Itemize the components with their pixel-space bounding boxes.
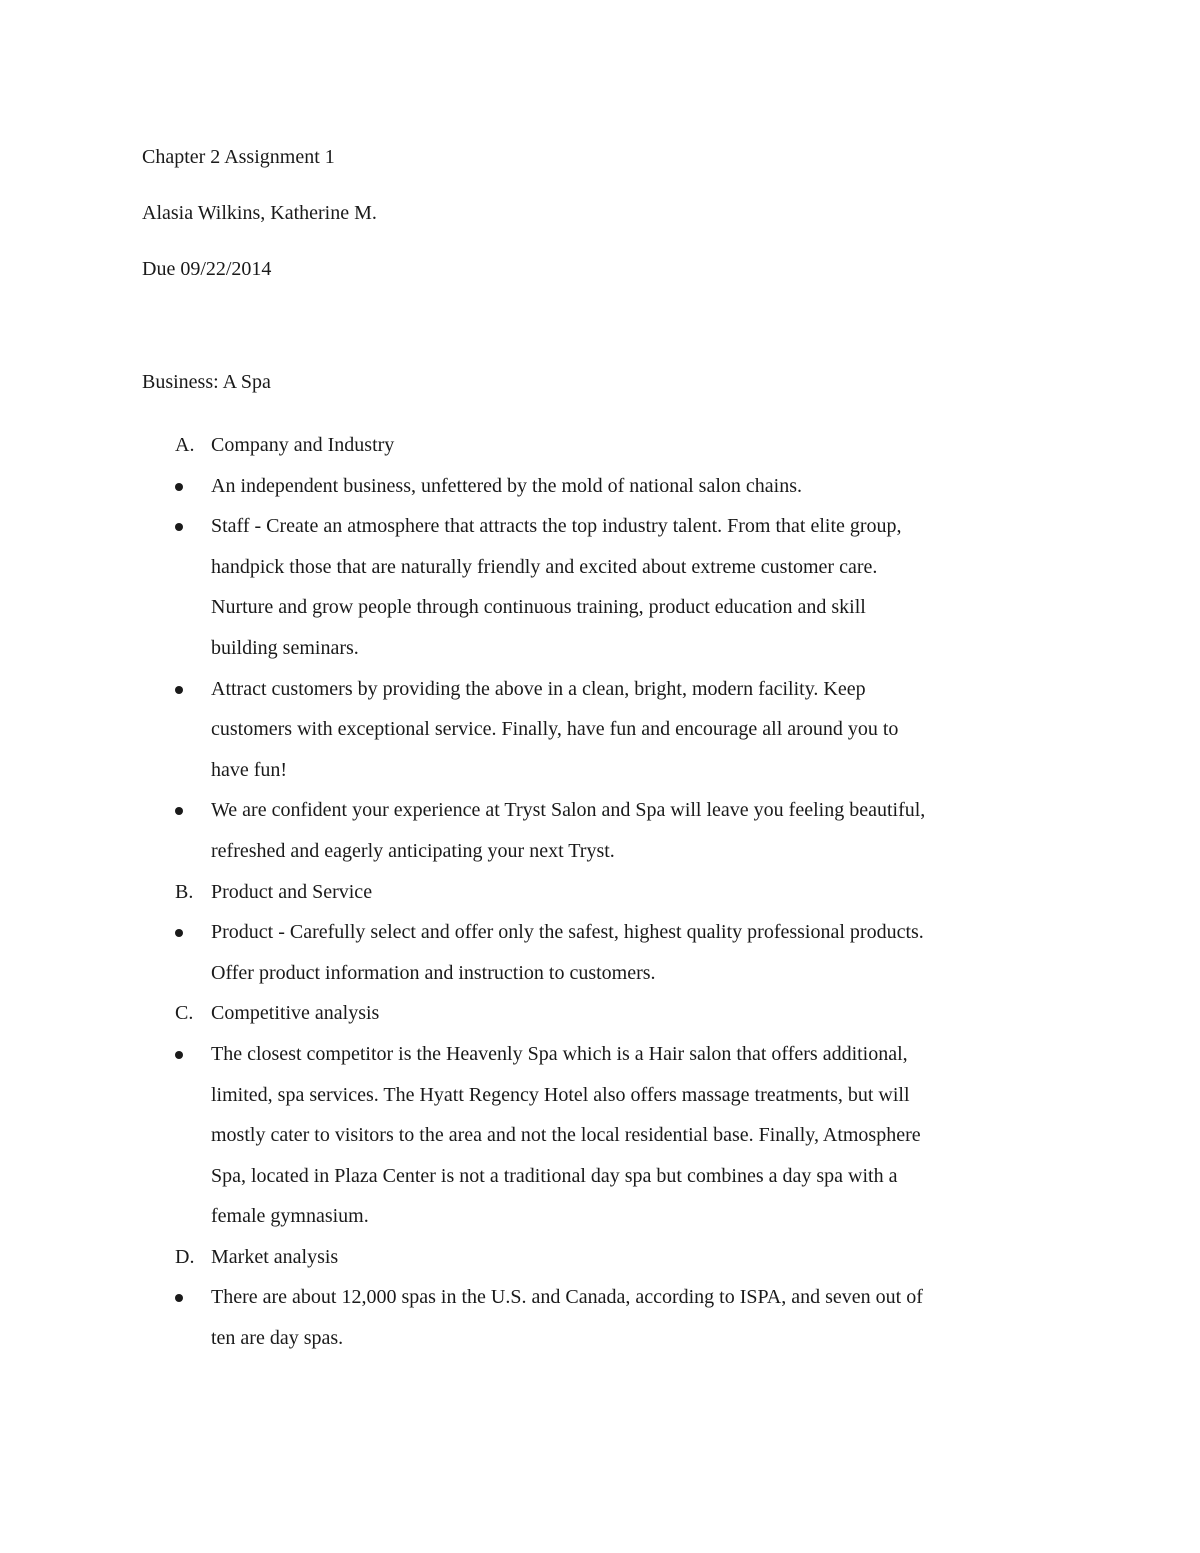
bullet-dot-icon [175,686,183,694]
item-text-line: The closest competitor is the Heavenly Spa which is a Hair salon that offers additional, [211,1042,908,1065]
item-text-line: Company and Industry [211,434,395,456]
section-heading-item [0,872,1200,913]
item-text-line: limited, spa services. The Hyatt Regency Hotel also offers massage treatments, but will [211,1083,910,1106]
section-heading-item [0,1237,1200,1278]
assignment-title: Chapter 2 Assignment 1 [142,146,335,168]
item-text-line: Attract customers by providing the above in a clean, bright, modern facility. Keep [211,677,866,700]
author-names: Alasia Wilkins, Katherine M. [142,202,377,224]
bullet-item [0,790,1200,871]
item-text-line: Nurture and grow people through continuous training, product education and skill [211,596,866,619]
section-letter-marker: A. [175,434,195,456]
bullet-dot-icon [175,1051,183,1059]
item-text-line: have fun! [211,758,288,781]
item-text-line: Spa, located in Plaza Center is not a traditional day spa but combines a day spa with a [211,1164,898,1187]
bullet-item [0,1277,1200,1358]
bullet-dot-icon [175,483,183,491]
item-text-line: Market analysis [211,1245,339,1268]
bullet-item [0,912,1200,993]
bullet-item [0,466,1200,507]
bullet-dot-icon [175,523,183,531]
item-text-line: We are confident your experience at Tryst Salon and Spa will leave you feeling beautiful, [211,799,926,822]
due-date: Due 09/22/2014 [142,258,272,280]
bullet-item [0,669,1200,791]
bullet-item [0,506,1200,668]
bullet-dot-icon [175,929,183,937]
section-letter-marker: B. [175,880,194,903]
business-heading: Business: A Spa [142,371,271,393]
bullet-dot-icon [175,807,183,815]
item-text-line: Product and Service [211,880,373,903]
item-text-line: refreshed and eagerly anticipating your next Tryst. [211,839,615,862]
item-text-line: Competitive analysis [211,1002,380,1025]
bullet-item [0,1034,1200,1237]
bullet-dot-icon [175,1294,183,1302]
item-text-line: mostly cater to visitors to the area and not the local residential base. Finally, Atmosphere [211,1124,921,1147]
item-text-line: building seminars. [211,636,359,659]
item-text-line: Offer product information and instruction to customers. [211,961,656,984]
item-text-line: handpick those that are naturally friendly and excited about extreme customer care. [211,555,878,578]
outline-list [0,425,1200,1359]
item-text-line: female gymnasium. [211,1205,369,1228]
item-text-line: There are about 12,000 spas in the U.S. and Canada, according to ISPA, and seven out of [211,1286,923,1309]
section-letter-marker: D. [175,1245,195,1268]
item-text-line: customers with exceptional service. Finally, have fun and encourage all around you to [211,718,899,741]
section-heading-item [0,993,1200,1034]
item-text-line: ten are day spas. [211,1327,344,1350]
section-heading-item [0,425,1200,466]
item-text-line: An independent business, unfettered by the mold of national salon chains. [211,474,802,497]
item-text-line: Product - Carefully select and offer only the safest, highest quality professional products. [211,921,924,944]
section-letter-marker: C. [175,1002,194,1025]
item-text-line: Staff - Create an atmosphere that attracts the top industry talent. From that elite group, [211,515,902,538]
